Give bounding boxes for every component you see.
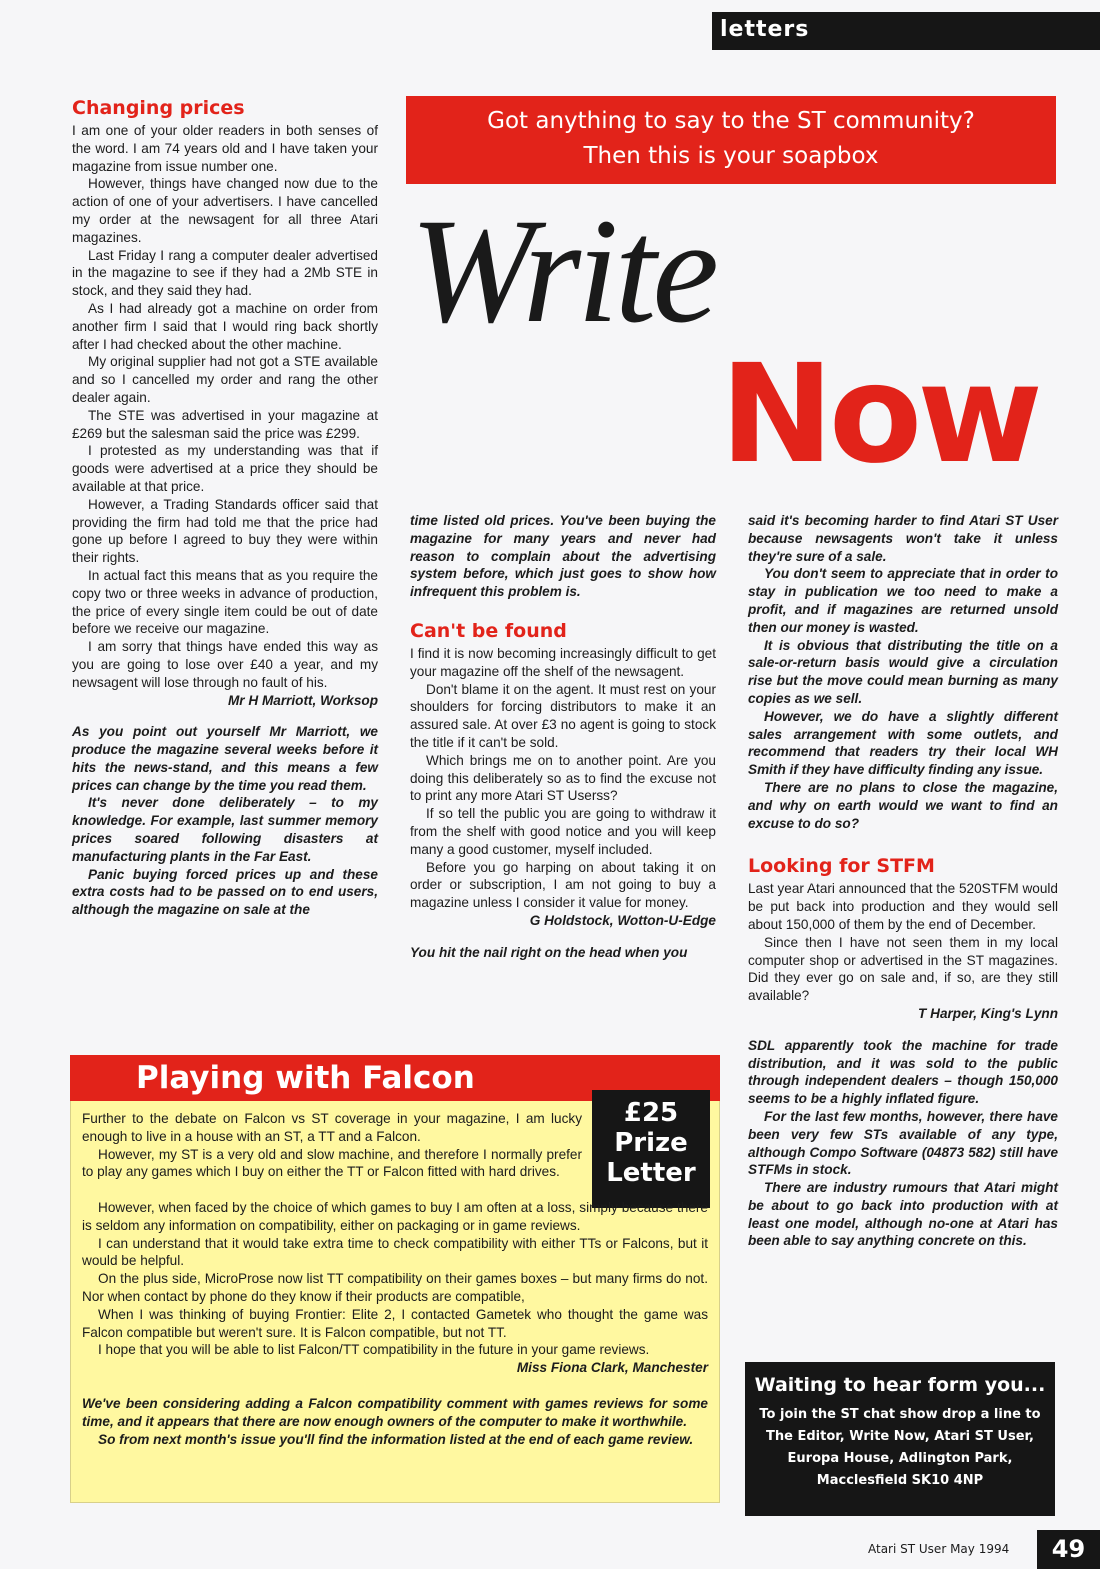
letter3-p1: Since then I have not seen them in my local computer shop or advertised in the ST magazines. Did they ever go on sale and, if so, are they still available? (748, 934, 1058, 1004)
letter1-p6: I protested as my understanding was that if goods were advertised at a price they should be available at that price. (72, 443, 378, 494)
letter3-heading: Looking for STFM (748, 855, 935, 878)
letter2-p3: If so tell the public you are going to withdraw it from the shelf with good notice and you will keep many a good customer, myself included. (410, 806, 716, 857)
letter2-reply-1: said it's becoming harder to find Atari ST User because newsagents won't take it unless they're sure of a sale. (748, 513, 1058, 564)
title-write: Write (410, 188, 715, 354)
letter2-p1: Don't blame it on the agent. It must rest on your shoulders for forcing distributors to make it an assured sale. At over £3 no agent is going to stock the title if it can't be sold. (410, 681, 716, 750)
letter1-p2: Last Friday I rang a computer dealer advertised in the magazine to see if they had a 2Mb STE in stock, and they said they had. (72, 247, 378, 299)
letter1-p0: I am one of your older readers in both senses of the word. I am 74 years old and I have taken your magazine from issue number one. (72, 123, 378, 174)
letter-cant-be-found (410, 512, 716, 962)
letter1-p5: The STE was advertised in your magazine at £269 but the salesman said the price was £299. (72, 407, 378, 441)
letter2-reply-0: You hit the nail right on the head when you (410, 944, 688, 960)
letter1-p4: My original supplier had not got a STE available and so I cancelled my order and rang the other dealer again. (72, 354, 378, 405)
prize-signature: Miss Fiona Clark, Manchester (516, 1360, 708, 1376)
letter1-reply-2: Panic buying forced prices up and these extra costs had to be passed on to end users, although the magazine on sale at the (72, 866, 378, 918)
letter2-signature: G Holdstock, Wotton-U-Edge (529, 912, 716, 928)
letter1-reply-0: As you point out yourself Mr Marriott, we produce the magazine several weeks before it hits the news-stand, and this means a few prices can change by the time you read them. (72, 724, 378, 793)
prize-p2: However, when faced by the choice of which games to buy I am often at a loss, simply because there is seldom any information on compatibility, either on packaging or in game reviews. (82, 1200, 708, 1233)
letter1-p9: I am sorry that things have ended this way as you are going to lose over £40 a year, and my newsagent will lose through no fault of his. (72, 639, 378, 690)
letter1-p8: In actual fact this means that as you require the copy two or three weeks in advance of production, the price of every single item could be out of date before we receive our magazine. (72, 567, 378, 637)
letter2-reply-4: However, we do have a slightly different sales arrangement with some outlets, and recommend that readers try their local WH Smith if they have difficulty finding any issue. (748, 708, 1058, 778)
letter2-reply-5: There are no plans to close the magazine, and why on earth would we want to find an excuse to do so? (748, 779, 1058, 831)
prize-p3: I can understand that it would take extra time to check compatibility with either TTs or Falcons, but it would be helpful. (82, 1235, 708, 1269)
letter3-reply-2: There are industry rumours that Atari might be about to go back into production with at least one model, although no-one at Atari has been able to say anything concrete on this. (748, 1180, 1058, 1249)
prize-letter-body (82, 1199, 708, 1448)
prize-p1: However, my ST is a very old and slow machine, and therefore I normally prefer to play any games which I buy on either the TT or Falcon fitted with hard drives. (82, 1146, 582, 1180)
contact-line-0: To join the ST chat show drop a line to (759, 1407, 1041, 1422)
prize-p0: Further to the debate on Falcon vs ST coverage in your magazine, I am lucky enough to live in a house with an ST, a TT and a Falcon. (82, 1111, 582, 1144)
prize-badge-amount: £25 (623, 1098, 679, 1128)
prize-p6: I hope that you will be able to list Falcon/TT compatibility in the future in your game reviews. (98, 1342, 650, 1358)
prize-reply-0: We've been considering adding a Falcon compatibility comment with games reviews for some time, and it appears that there are now enough owners of the computer to make it worthwhile. (82, 1395, 708, 1429)
letter2-p2: Which brings me on to another point. Are you doing this deliberately so as to find the excuse not to print any more Atari ST Userss? (410, 752, 716, 804)
letter1-signature: Mr H Marriott, Worksop (227, 692, 378, 708)
prize-badge (592, 1090, 710, 1208)
contact-line-1: The Editor, Write Now, Atari ST User, (766, 1429, 1034, 1444)
contact-box (745, 1362, 1055, 1516)
contact-line-2: Europa House, Adlington Park, (787, 1451, 1013, 1466)
letter3-reply-1: For the last few months, however, there have been very few STs available of any type, although Compo Software (04873 582) still have STFMs in stock. (748, 1108, 1058, 1178)
prize-letter-heading: Playing with Falcon (136, 1060, 475, 1096)
letter2-heading: Can't be found (410, 619, 567, 642)
soapbox-banner (406, 96, 1056, 184)
letter3-signature: T Harper, King's Lynn (918, 1005, 1058, 1021)
letter2-reply-2: You don't seem to appreciate that in order to stay in publication we too need to make a profit, and if magazines are returned unsold then our money is wasted. (748, 566, 1058, 635)
letter1-heading: Changing prices (72, 97, 245, 119)
letter3-p0: Last year Atari announced that the 520STFM would be put back into production and they would sell about 150,000 of them by the end of December. (748, 881, 1058, 932)
letter1-p7: However, a Trading Standards officer said that providing the firm had told me that the price had gone up before I agreed to buy they were within their rights. (72, 496, 378, 566)
footer-issue: Atari ST User May 1994 (868, 1542, 1010, 1556)
prize-reply-1: So from next month's issue you'll find the information listed at the end of each game review. (98, 1431, 694, 1447)
letter-looking-for-stfm (748, 512, 1058, 1250)
prize-badge-letter: Letter (606, 1158, 696, 1188)
letter1-reply-1: It's never done deliberately – to my knowledge. For example, last summer memory prices soared following disasters at manufacturing plants in the Far East. (72, 795, 378, 864)
prize-p5: When I was thinking of buying Frontier: Elite 2, I contacted Gametek who thought the game was Falcon compatible but weren't sure. It is Falcon compatible, but not TT. (82, 1306, 708, 1340)
letter-changing-prices (72, 96, 378, 919)
contact-heading: Waiting to hear form you... (754, 1374, 1046, 1396)
letter1-p3: As I had already got a machine on order from another firm I said that I would ring back shortly after I had checked about the other machine. (72, 300, 378, 352)
banner-line1: Got anything to say to the ST community? (487, 108, 975, 134)
letter3-reply-0: SDL apparently took the machine for trade distribution, and it was sold to the public through independent dealers – though 150,000 seems to be a highly inflated figure. (748, 1037, 1058, 1107)
letter1-p1: However, things have changed now due to the action of one of your advertisers. I have cancelled my order at the newsagent for all three Atari magazines. (72, 176, 378, 245)
prize-badge-prize: Prize (614, 1128, 688, 1158)
prize-p4: On the plus side, MicroProse now list TT compatibility on their games boxes – but many firms do not. Nor when contact by phone do they know if their products are compatible, (82, 1271, 708, 1304)
letter2-reply-3: It is obvious that distributing the title on a sale-or-return basis would give a circulation rise but the move could mean burning as many copies as we sell. (748, 637, 1058, 706)
letter1-reply-3: time listed old prices. You've been buying the magazine for many years and never had reason to complain about the advertising system before, which just goes to show how infrequent this problem is. (410, 513, 716, 600)
letter2-p0: I find it is now becoming increasingly difficult to get your magazine off the shelf of the newsagent. (410, 645, 716, 679)
letter2-p4: Before you go harping on about taking it on order or subscription, I am not going to buy a magazine unless I consider it value for money. (410, 859, 716, 911)
banner-line2: Then this is your soapbox (583, 143, 879, 169)
page-number: 49 (1037, 1530, 1100, 1569)
title-now: Now (720, 336, 1038, 494)
contact-line-3: Macclesfield SK10 4NP (816, 1473, 984, 1488)
section-tab: letters (712, 12, 1100, 50)
prize-letter-intro (82, 1110, 582, 1181)
